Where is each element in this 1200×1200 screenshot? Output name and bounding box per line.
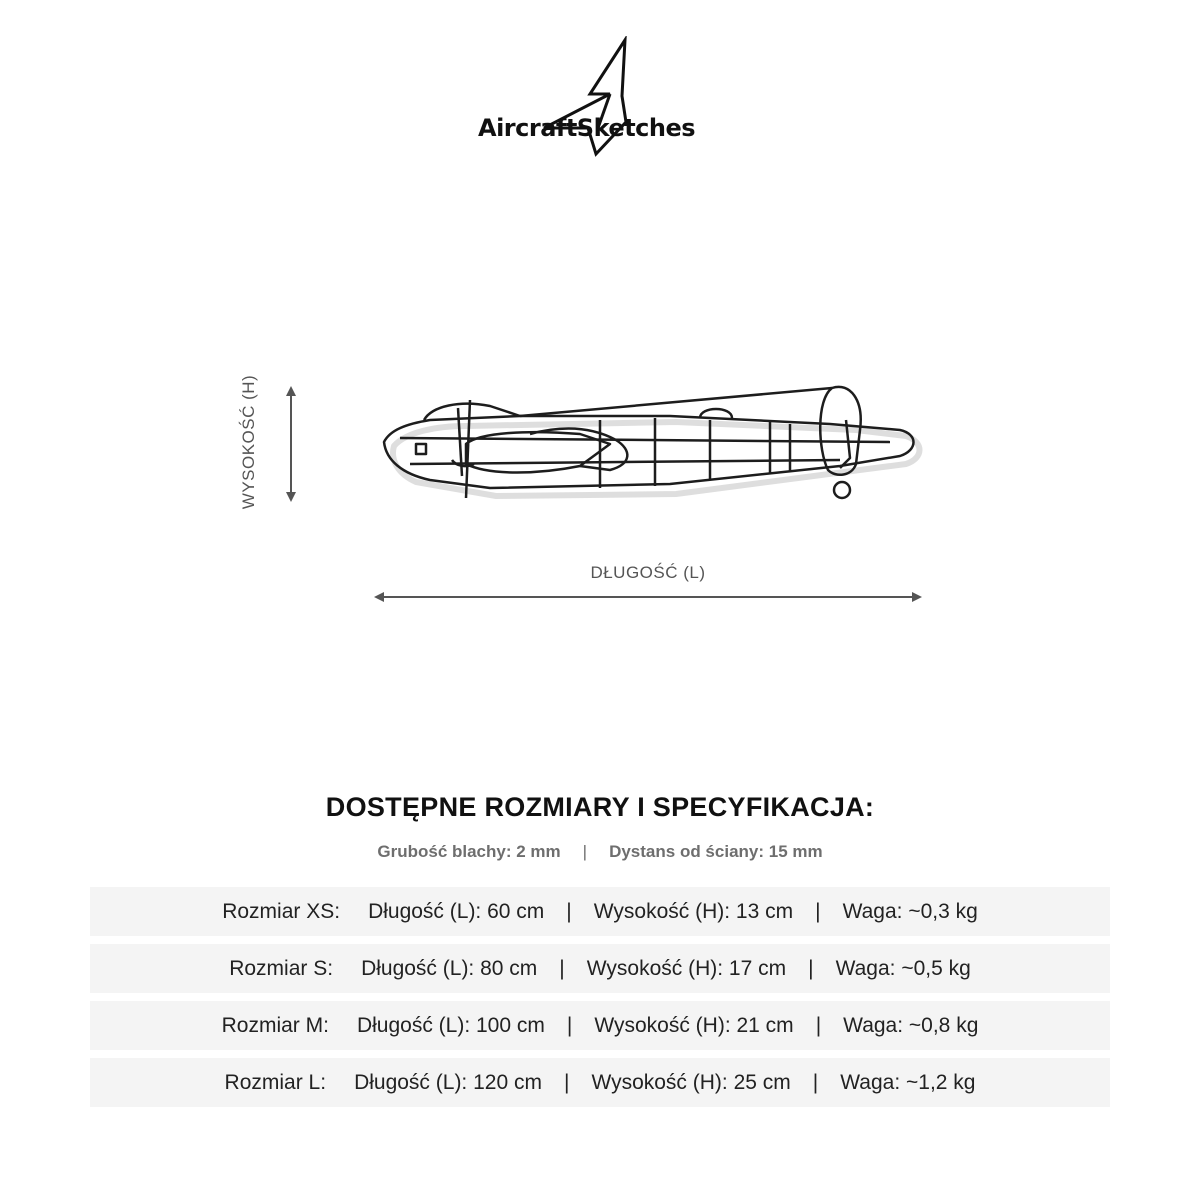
sizes-heading: DOSTĘPNE ROZMIARY I SPECYFIKACJA: [325, 792, 875, 822]
size-name: Rozmiar M: [221, 1013, 329, 1037]
size-height: Wysokość (H): 21 cm [594, 1013, 794, 1037]
size-name: Rozmiar XS: [222, 899, 341, 923]
size-weight: Waga: ~1,2 kg [840, 1070, 976, 1094]
size-weight: Waga: ~0,8 kg [843, 1013, 979, 1037]
size-height: Wysokość (H): 17 cm [586, 956, 787, 980]
size-height: Wysokość (H): 25 cm [591, 1070, 791, 1094]
spec-line [0, 842, 1200, 862]
size-weight: Waga: ~0,3 kg [842, 899, 978, 923]
spec-separator: | [582, 842, 588, 861]
row-separator: | [815, 1013, 822, 1037]
size-name: Rozmiar S: [229, 956, 334, 980]
row-separator: | [812, 1070, 819, 1094]
distance-spec: Dystans od ściany: 15 mm [609, 842, 823, 861]
length-dimension-label: DŁUGOŚĆ (L) [590, 563, 706, 582]
size-row-s [90, 944, 1110, 993]
row-separator: | [559, 956, 565, 980]
size-length: Długość (L): 60 cm [368, 899, 545, 923]
size-row-m [90, 1001, 1110, 1050]
brand-name: AircraftSketches [478, 114, 696, 142]
row-separator: | [815, 899, 821, 923]
size-row-xs [90, 887, 1110, 936]
aircraft-silhouette [370, 380, 930, 510]
row-separator: | [563, 1070, 570, 1094]
size-length: Długość (L): 80 cm [361, 956, 538, 980]
size-length: Długość (L): 120 cm [354, 1070, 542, 1094]
height-dimension-label: WYSOKOŚĆ (H) [239, 374, 258, 510]
size-height: Wysokość (H): 13 cm [593, 899, 794, 923]
size-name: Rozmiar L: [224, 1070, 327, 1094]
size-table [90, 887, 1110, 1115]
size-weight: Waga: ~0,5 kg [835, 956, 971, 980]
thickness-spec: Grubość blachy: 2 mm [377, 842, 561, 861]
row-separator: | [566, 899, 572, 923]
size-row-l [90, 1058, 1110, 1107]
row-separator: | [566, 1013, 573, 1037]
row-separator: | [808, 956, 814, 980]
size-length: Długość (L): 100 cm [356, 1013, 545, 1037]
